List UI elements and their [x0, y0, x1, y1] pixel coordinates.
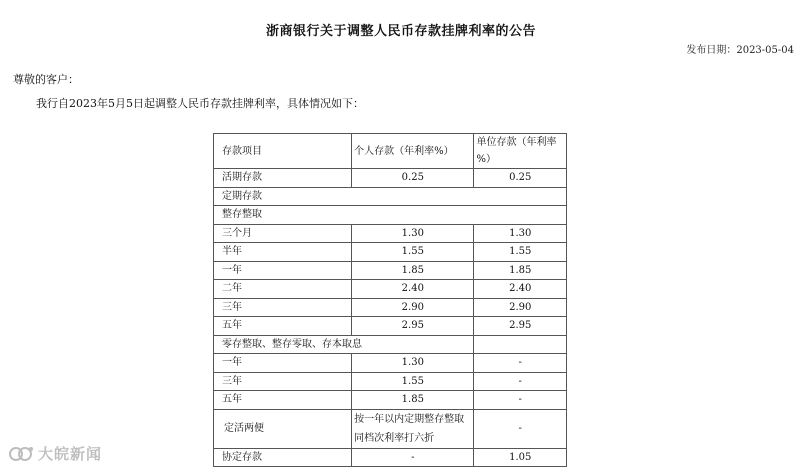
section-row [214, 187, 567, 206]
row-label: 五年 [214, 317, 352, 336]
corporate-rate: 1.85 [474, 261, 567, 280]
corporate-rate: - [474, 409, 567, 448]
personal-rate: 1.85 [352, 391, 474, 410]
row-label: 半年 [214, 243, 352, 262]
section-label-other: 零存整取、整存零取、存本取息 [214, 335, 474, 354]
personal-rate: 1.55 [352, 243, 474, 262]
table-row [214, 280, 567, 299]
table-header-row [214, 134, 567, 169]
corporate-rate: 1.05 [474, 448, 567, 467]
table-row [214, 372, 567, 391]
corporate-rate: 1.30 [474, 224, 567, 243]
section-row [214, 206, 567, 225]
table-row [214, 317, 567, 336]
row-label: 二年 [214, 280, 352, 299]
table-row [214, 169, 567, 188]
personal-rate: 1.85 [352, 261, 474, 280]
table-row [214, 224, 567, 243]
personal-rate: 2.95 [352, 317, 474, 336]
watermark [8, 443, 102, 464]
announcement-title: 浙商银行关于调整人民币存款挂牌利率的公告 [265, 24, 536, 39]
row-label: 定活两便 [214, 409, 352, 448]
personal-rate: 2.90 [352, 298, 474, 317]
row-label: 协定存款 [214, 448, 352, 467]
table-row [214, 448, 567, 467]
row-label: 五年 [214, 391, 352, 410]
table-row [214, 298, 567, 317]
corporate-rate: 1.55 [474, 243, 567, 262]
row-label: 一年 [214, 354, 352, 373]
table-row [214, 354, 567, 373]
personal-rate: 1.55 [352, 372, 474, 391]
header-corporate: 单位存款（年利率 %） [474, 134, 567, 169]
personal-rate: 2.40 [352, 280, 474, 299]
salutation: 尊敬的客户： [13, 73, 79, 86]
corporate-rate: - [474, 354, 567, 373]
corporate-rate: - [474, 372, 567, 391]
watermark-text: 大皖新闻 [38, 445, 103, 463]
table-row [214, 391, 567, 410]
corporate-rate: 2.95 [474, 317, 567, 336]
personal-rate: 0.25 [352, 169, 474, 188]
personal-rate: - [352, 448, 474, 467]
interest-rate-table [213, 133, 567, 467]
corporate-rate: - [474, 391, 567, 410]
row-label: 活期存款 [214, 169, 352, 188]
publish-date: 发布日期：2023-05-04 [686, 45, 794, 56]
personal-rate: 1.30 [352, 224, 474, 243]
header-personal: 个人存款（年利率%） [352, 134, 474, 169]
row-label: 三年 [214, 298, 352, 317]
corporate-rate: 0.25 [474, 169, 567, 188]
corporate-rate: 2.40 [474, 280, 567, 299]
section-label-fixed: 定期存款 [214, 187, 567, 206]
corporate-rate: 2.90 [474, 298, 567, 317]
section-row [214, 335, 567, 354]
table-row [214, 261, 567, 280]
personal-rate: 1.30 [352, 354, 474, 373]
header-item: 存款项目 [214, 134, 352, 169]
section-empty-cell [474, 335, 567, 354]
section-label-lump: 整存整取 [214, 206, 567, 225]
row-label: 三年 [214, 372, 352, 391]
intro-paragraph: 我行自2023年5月5日起调整人民币存款挂牌利率，具体情况如下： [36, 97, 364, 110]
table-row [214, 243, 567, 262]
row-label: 三个月 [214, 224, 352, 243]
table-row [214, 409, 567, 448]
row-label: 一年 [214, 261, 352, 280]
watermark-logo-icon [8, 445, 34, 463]
personal-rate: 按一年以内定期整存整取同档次利率打六折 [352, 409, 474, 448]
